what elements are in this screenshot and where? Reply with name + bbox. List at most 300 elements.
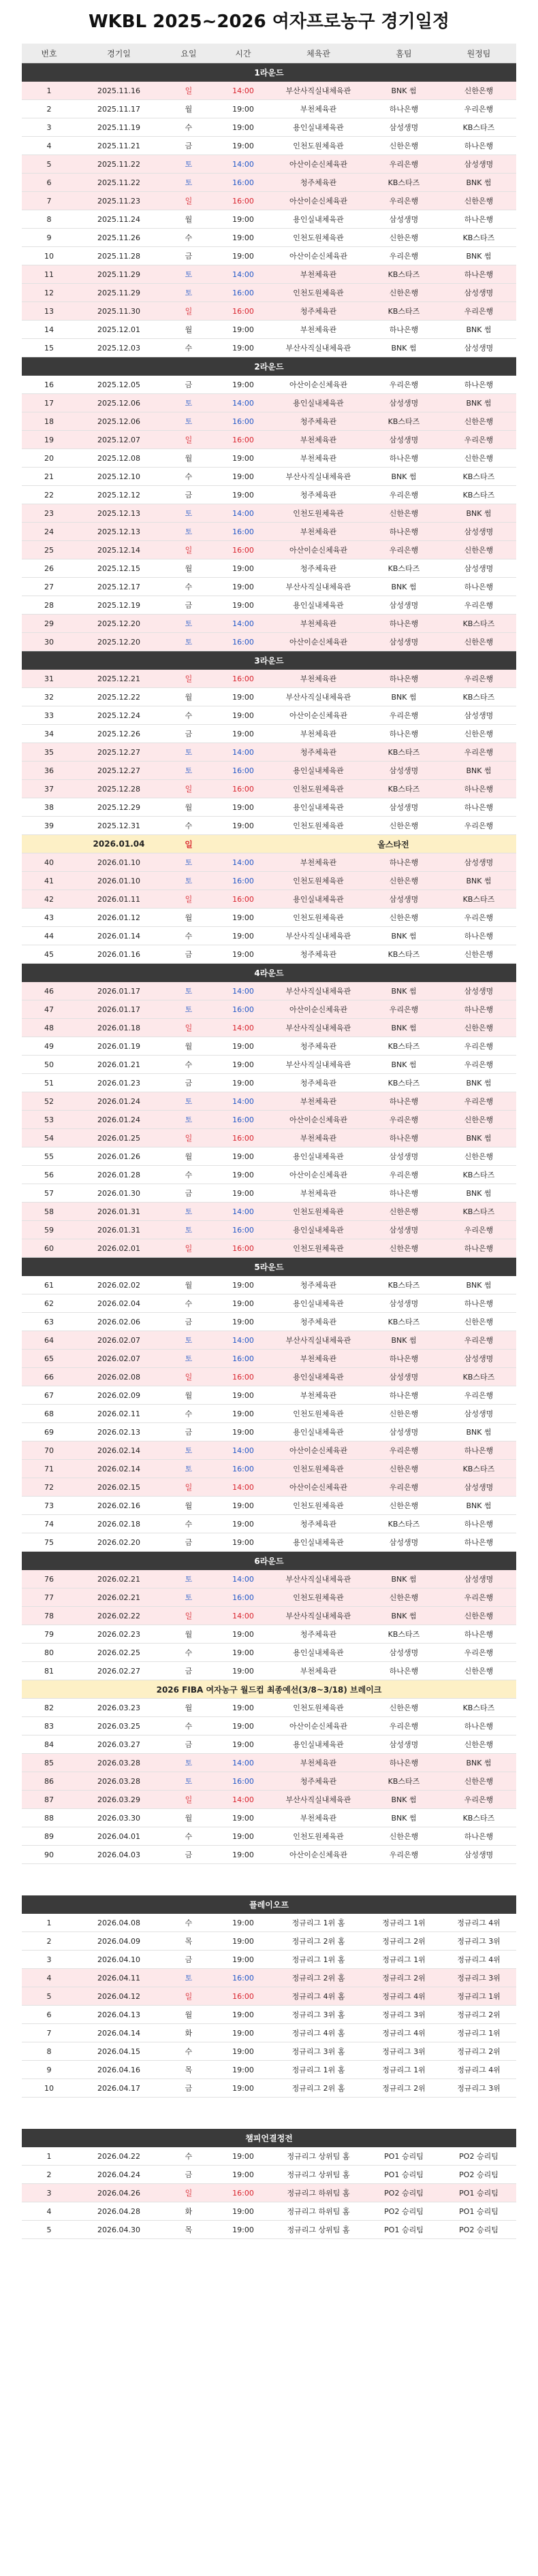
game-row [22, 927, 516, 945]
away-team: 하나은행 [441, 927, 516, 945]
home-team: BNK 썸 [366, 1056, 441, 1074]
away-team: BNK 썸 [441, 174, 516, 192]
game-number: 71 [22, 1460, 76, 1478]
home-team: BNK 썸 [366, 1791, 441, 1809]
game-row [22, 2006, 516, 2024]
game-day: 월 [161, 2006, 216, 2024]
game-day: 금 [161, 1423, 216, 1441]
game-number: 48 [22, 1019, 76, 1037]
game-date: 2026.04.22 [76, 2147, 161, 2166]
away-team: 신한은행 [441, 1607, 516, 1625]
game-row [22, 1019, 516, 1037]
game-venue: 청주체육관 [270, 1772, 366, 1791]
home-team: 우리은행 [366, 1111, 441, 1129]
game-date: 2026.02.08 [76, 1368, 161, 1386]
home-team: BNK 썸 [366, 1607, 441, 1625]
game-date: 2025.11.22 [76, 174, 161, 192]
home-team: 우리은행 [366, 1846, 441, 1864]
away-team: 삼성생명 [441, 1570, 516, 1588]
col-header-day: 요일 [161, 44, 216, 63]
away-team: 하나은행 [441, 798, 516, 817]
away-team: 신한은행 [441, 192, 516, 210]
home-team: PO2 승리팀 [366, 2202, 441, 2221]
game-time: 19:00 [216, 725, 270, 743]
game-row [22, 137, 516, 155]
home-team: 삼성생명 [366, 1735, 441, 1754]
game-venue: 청주체육관 [270, 743, 366, 762]
game-venue: 아산이순신체육관 [270, 541, 366, 559]
game-date: 2025.11.29 [76, 284, 161, 302]
home-team: KB스타즈 [366, 559, 441, 578]
game-time: 19:00 [216, 1533, 270, 1552]
game-day: 금 [161, 1846, 216, 1864]
away-team: PO1 승리팀 [441, 2202, 516, 2221]
game-time: 19:00 [216, 1735, 270, 1754]
home-team: 정규리그 3위 [366, 2006, 441, 2024]
game-date: 2026.01.10 [76, 872, 161, 890]
game-venue: 용인실내체육관 [270, 394, 366, 412]
game-time: 16:00 [216, 633, 270, 651]
away-team: PO1 승리팀 [441, 2184, 516, 2202]
game-date: 2025.12.06 [76, 412, 161, 431]
away-team: 신한은행 [441, 1662, 516, 1680]
game-venue: 부천체육관 [270, 1092, 366, 1111]
game-date: 2025.11.30 [76, 302, 161, 321]
game-day: 월 [161, 449, 216, 468]
home-team: 신한은행 [366, 1699, 441, 1717]
game-date: 2026.01.16 [76, 945, 161, 964]
game-day: 금 [161, 1184, 216, 1203]
game-day: 토 [161, 1111, 216, 1129]
game-venue: 용인실내체육관 [270, 1644, 366, 1662]
game-row [22, 1074, 516, 1092]
game-row [22, 1932, 516, 1951]
home-team: 우리은행 [366, 1441, 441, 1460]
game-number: 84 [22, 1735, 76, 1754]
away-team: 삼성생명 [441, 339, 516, 357]
game-time: 19:00 [216, 2006, 270, 2024]
game-day: 토 [161, 1570, 216, 1588]
game-number: 9 [22, 229, 76, 247]
game-number: 87 [22, 1791, 76, 1809]
game-day: 금 [161, 2079, 216, 2098]
game-date: 2025.12.22 [76, 688, 161, 706]
game-venue: 정규리그 3위 홈 [270, 2006, 366, 2024]
game-time: 14:00 [216, 265, 270, 284]
away-team: 우리은행 [441, 302, 516, 321]
game-number: 90 [22, 1846, 76, 1864]
table-header-row [22, 44, 516, 63]
game-number: 5 [22, 1987, 76, 2006]
away-team: 우리은행 [441, 1037, 516, 1056]
game-row [22, 633, 516, 651]
game-date: 2026.03.30 [76, 1809, 161, 1827]
game-row [22, 1129, 516, 1147]
game-time: 16:00 [216, 2184, 270, 2202]
game-venue: 정규리그 상위팀 홈 [270, 2147, 366, 2166]
game-number: 80 [22, 1644, 76, 1662]
home-team: 하나은행 [366, 1092, 441, 1111]
home-team: 삼성생명 [366, 596, 441, 615]
game-row [22, 2221, 516, 2239]
away-team: 정규리그 1위 [441, 2024, 516, 2042]
game-row [22, 743, 516, 762]
game-number: 31 [22, 670, 76, 688]
game-row [22, 1147, 516, 1166]
game-time: 14:00 [216, 1754, 270, 1772]
game-day: 월 [161, 798, 216, 817]
game-day: 금 [161, 486, 216, 504]
game-date: 2025.12.01 [76, 321, 161, 339]
game-row [22, 2042, 516, 2061]
game-date: 2026.02.01 [76, 1239, 161, 1258]
game-day: 수 [161, 1056, 216, 1074]
game-number: 53 [22, 1111, 76, 1129]
game-date: 2026.02.07 [76, 1331, 161, 1350]
game-venue: 부산사직실내체육관 [270, 1791, 366, 1809]
home-team: BNK 썸 [366, 578, 441, 596]
home-team: KB스타즈 [366, 1313, 441, 1331]
home-team: 신한은행 [366, 1460, 441, 1478]
away-team: 우리은행 [441, 431, 516, 449]
game-venue: 아산이순신체육관 [270, 155, 366, 174]
away-team: 정규리그 4위 [441, 2061, 516, 2079]
home-team: 하나은행 [366, 523, 441, 541]
game-day: 일 [161, 670, 216, 688]
game-number: 4 [22, 2202, 76, 2221]
away-team: 하나은행 [441, 1533, 516, 1552]
home-team: 우리은행 [366, 247, 441, 265]
game-venue: 인천도원체육관 [270, 284, 366, 302]
game-time: 14:00 [216, 1092, 270, 1111]
game-day: 월 [161, 1276, 216, 1294]
game-time: 16:00 [216, 890, 270, 909]
home-team: 신한은행 [366, 1203, 441, 1221]
game-date: 2025.12.13 [76, 504, 161, 523]
game-row [22, 1478, 516, 1497]
game-day: 금 [161, 137, 216, 155]
home-team: 삼성생명 [366, 1533, 441, 1552]
game-number: 5 [22, 2221, 76, 2239]
game-venue: 아산이순신체육관 [270, 1846, 366, 1864]
game-venue: 인천도원체육관 [270, 1203, 366, 1221]
away-team: KB스타즈 [441, 1460, 516, 1478]
game-row [22, 2166, 516, 2184]
game-date: 2025.12.21 [76, 670, 161, 688]
away-team: 신한은행 [441, 1313, 516, 1331]
game-day: 일 [161, 890, 216, 909]
col-header-away-team: 원정팀 [441, 44, 516, 63]
game-venue: 정규리그 2위 홈 [270, 1932, 366, 1951]
game-date: 2026.04.16 [76, 2061, 161, 2079]
game-date: 2025.12.12 [76, 486, 161, 504]
game-number: 10 [22, 2079, 76, 2098]
home-team: 신한은행 [366, 1239, 441, 1258]
game-row [22, 1987, 516, 2006]
away-team: 삼성생명 [441, 853, 516, 872]
game-number: 64 [22, 1331, 76, 1350]
away-team: 정규리그 4위 [441, 1914, 516, 1932]
away-team: 정규리그 3위 [441, 1932, 516, 1951]
game-date: 2026.02.15 [76, 1478, 161, 1497]
game-number: 4 [22, 1969, 76, 1987]
away-team: 우리은행 [441, 743, 516, 762]
game-time: 19:00 [216, 688, 270, 706]
game-time: 14:00 [216, 982, 270, 1000]
game-time: 19:00 [216, 1294, 270, 1313]
game-number: 65 [22, 1350, 76, 1368]
game-day: 일 [161, 1791, 216, 1809]
game-date: 2026.01.12 [76, 909, 161, 927]
game-number: 42 [22, 890, 76, 909]
away-team: 정규리그 3위 [441, 2079, 516, 2098]
game-number: 78 [22, 1607, 76, 1625]
home-team: 정규리그 1위 [366, 1951, 441, 1969]
game-time: 16:00 [216, 1460, 270, 1478]
game-row [22, 284, 516, 302]
away-team: 삼성생명 [441, 1350, 516, 1368]
game-venue: 용인실내체육관 [270, 890, 366, 909]
round-section-header [22, 1258, 516, 1277]
game-venue: 부천체육관 [270, 523, 366, 541]
game-day: 토 [161, 615, 216, 633]
home-team: 삼성생명 [366, 118, 441, 137]
game-time: 19:00 [216, 2079, 270, 2098]
game-venue: 용인실내체육관 [270, 1221, 366, 1239]
game-row [22, 321, 516, 339]
home-team: KB스타즈 [366, 1772, 441, 1791]
game-venue: 용인실내체육관 [270, 1423, 366, 1441]
game-venue: 부천체육관 [270, 1386, 366, 1405]
game-date: 2026.02.23 [76, 1625, 161, 1644]
game-number: 6 [22, 2006, 76, 2024]
game-venue: 용인실내체육관 [270, 798, 366, 817]
away-team: KB스타즈 [441, 118, 516, 137]
game-venue: 부산사직실내체육관 [270, 1570, 366, 1588]
game-venue: 아산이순신체육관 [270, 1000, 366, 1019]
game-time: 19:00 [216, 486, 270, 504]
game-time: 19:00 [216, 376, 270, 394]
home-team: 하나은행 [366, 1129, 441, 1147]
game-venue: 인천도원체육관 [270, 1239, 366, 1258]
away-team: KB스타즈 [441, 615, 516, 633]
game-date: 2026.04.24 [76, 2166, 161, 2184]
game-row [22, 486, 516, 504]
game-number: 44 [22, 927, 76, 945]
game-row [22, 670, 516, 688]
game-row [22, 1276, 516, 1294]
game-day: 수 [161, 1717, 216, 1735]
game-date: 2026.02.13 [76, 1423, 161, 1441]
away-team: BNK 썸 [441, 1276, 516, 1294]
away-team: KB스타즈 [441, 486, 516, 504]
game-time: 19:00 [216, 2024, 270, 2042]
game-venue: 청주체육관 [270, 486, 366, 504]
away-team: 하나은행 [441, 210, 516, 229]
game-date: 2025.12.26 [76, 725, 161, 743]
game-venue: 청주체육관 [270, 559, 366, 578]
round-section-header [22, 964, 516, 983]
game-row [22, 2024, 516, 2042]
game-date: 2026.02.04 [76, 1294, 161, 1313]
away-team: 삼성생명 [441, 284, 516, 302]
away-team: 하나은행 [441, 1515, 516, 1533]
game-day: 일 [161, 1368, 216, 1386]
page-title: WKBL 2025~2026 여자프로농구 경기일정 [88, 12, 450, 32]
section-gap [22, 1864, 516, 1896]
game-time: 19:00 [216, 1699, 270, 1717]
game-row [22, 1969, 516, 1987]
game-time: 16:00 [216, 541, 270, 559]
game-number: 3 [22, 1951, 76, 1969]
home-team: KB스타즈 [366, 780, 441, 798]
game-time: 14:00 [216, 82, 270, 100]
away-team: 하나은행 [441, 265, 516, 284]
game-number: 56 [22, 1166, 76, 1184]
game-venue: 아산이순신체육관 [270, 633, 366, 651]
away-team: 삼성생명 [441, 982, 516, 1000]
home-team: 우리은행 [366, 486, 441, 504]
game-row [22, 1735, 516, 1754]
game-row [22, 1515, 516, 1533]
game-venue: 부천체육관 [270, 1754, 366, 1772]
away-team: 하나은행 [441, 1441, 516, 1460]
game-date: 2025.12.29 [76, 798, 161, 817]
game-number: 54 [22, 1129, 76, 1147]
game-venue: 인천도원체육관 [270, 817, 366, 835]
section-label: 6라운드 [22, 1552, 516, 1571]
game-time: 19:00 [216, 578, 270, 596]
game-number: 23 [22, 504, 76, 523]
game-day: 토 [161, 1203, 216, 1221]
home-team: 정규리그 1위 [366, 2061, 441, 2079]
game-row [22, 394, 516, 412]
game-row [22, 853, 516, 872]
game-venue: 청주체육관 [270, 302, 366, 321]
game-day: 월 [161, 909, 216, 927]
home-team: KB스타즈 [366, 265, 441, 284]
game-row [22, 2202, 516, 2221]
home-team: BNK 썸 [366, 82, 441, 100]
game-date: 2025.12.13 [76, 523, 161, 541]
game-number: 6 [22, 174, 76, 192]
game-date: 2026.04.12 [76, 1987, 161, 2006]
away-team: 우리은행 [441, 1331, 516, 1350]
game-venue: 부천체육관 [270, 615, 366, 633]
game-day: 일 [161, 302, 216, 321]
game-day: 금 [161, 725, 216, 743]
game-time: 19:00 [216, 1405, 270, 1423]
away-team: KB스타즈 [441, 229, 516, 247]
section-gap [22, 2098, 516, 2130]
game-venue: 부산사직실내체육관 [270, 688, 366, 706]
game-day: 수 [161, 2042, 216, 2061]
away-team: 우리은행 [441, 1221, 516, 1239]
game-venue: 청주체육관 [270, 1037, 366, 1056]
game-row [22, 1754, 516, 1772]
game-venue: 부산사직실내체육관 [270, 82, 366, 100]
game-row [22, 1221, 516, 1239]
game-day: 일 [161, 1607, 216, 1625]
game-day: 수 [161, 1827, 216, 1846]
game-day: 토 [161, 284, 216, 302]
game-time: 19:00 [216, 1497, 270, 1515]
game-day: 월 [161, 559, 216, 578]
game-time: 19:00 [216, 1184, 270, 1203]
game-row [22, 1717, 516, 1735]
game-date: 2026.02.18 [76, 1515, 161, 1533]
away-team: 하나은행 [441, 137, 516, 155]
game-number: 1 [22, 1914, 76, 1932]
game-venue: 인천도원체육관 [270, 780, 366, 798]
game-time: 16:00 [216, 1368, 270, 1386]
game-time: 16:00 [216, 1000, 270, 1019]
game-date: 2025.12.08 [76, 449, 161, 468]
game-venue: 아산이순신체육관 [270, 1717, 366, 1735]
game-time: 16:00 [216, 284, 270, 302]
away-team: 신한은행 [441, 945, 516, 964]
game-day: 일 [161, 431, 216, 449]
home-team: 정규리그 2위 [366, 1932, 441, 1951]
game-venue: 부산사직실내체육관 [270, 1331, 366, 1350]
game-row [22, 909, 516, 927]
game-row [22, 1056, 516, 1074]
game-row [22, 412, 516, 431]
game-date: 2026.04.03 [76, 1846, 161, 1864]
game-time: 16:00 [216, 1239, 270, 1258]
round-section-header [22, 1895, 516, 1914]
game-day: 화 [161, 2024, 216, 2042]
game-day: 토 [161, 872, 216, 890]
game-venue: 부산사직실내체육관 [270, 339, 366, 357]
game-day: 수 [161, 2147, 216, 2166]
game-row [22, 1111, 516, 1129]
round-section-header [22, 1552, 516, 1571]
game-date: 2026.02.25 [76, 1644, 161, 1662]
game-venue: 정규리그 4위 홈 [270, 1987, 366, 2006]
game-row [22, 1533, 516, 1552]
game-venue: 청주체육관 [270, 945, 366, 964]
game-date: 2026.02.21 [76, 1570, 161, 1588]
game-date: 2026.01.31 [76, 1221, 161, 1239]
game-time: 16:00 [216, 192, 270, 210]
event-date: 2026.01.04 [76, 835, 161, 853]
game-day: 금 [161, 376, 216, 394]
game-row [22, 688, 516, 706]
game-time: 19:00 [216, 1625, 270, 1644]
game-number: 8 [22, 2042, 76, 2061]
game-date: 2026.04.17 [76, 2079, 161, 2098]
game-date: 2025.12.31 [76, 817, 161, 835]
game-number: 81 [22, 1662, 76, 1680]
game-row [22, 1625, 516, 1644]
game-time: 16:00 [216, 872, 270, 890]
game-venue: 정규리그 하위팀 홈 [270, 2202, 366, 2221]
game-row [22, 449, 516, 468]
game-venue: 용인실내체육관 [270, 1368, 366, 1386]
home-team: BNK 썸 [366, 468, 441, 486]
game-time: 14:00 [216, 1019, 270, 1037]
round-section-header [22, 651, 516, 670]
game-venue: 인천도원체육관 [270, 229, 366, 247]
game-time: 14:00 [216, 853, 270, 872]
game-day: 수 [161, 1166, 216, 1184]
game-day: 토 [161, 1460, 216, 1478]
game-venue: 부천체육관 [270, 1350, 366, 1368]
game-date: 2026.02.16 [76, 1497, 161, 1515]
home-team: 삼성생명 [366, 1644, 441, 1662]
game-day: 수 [161, 1515, 216, 1533]
